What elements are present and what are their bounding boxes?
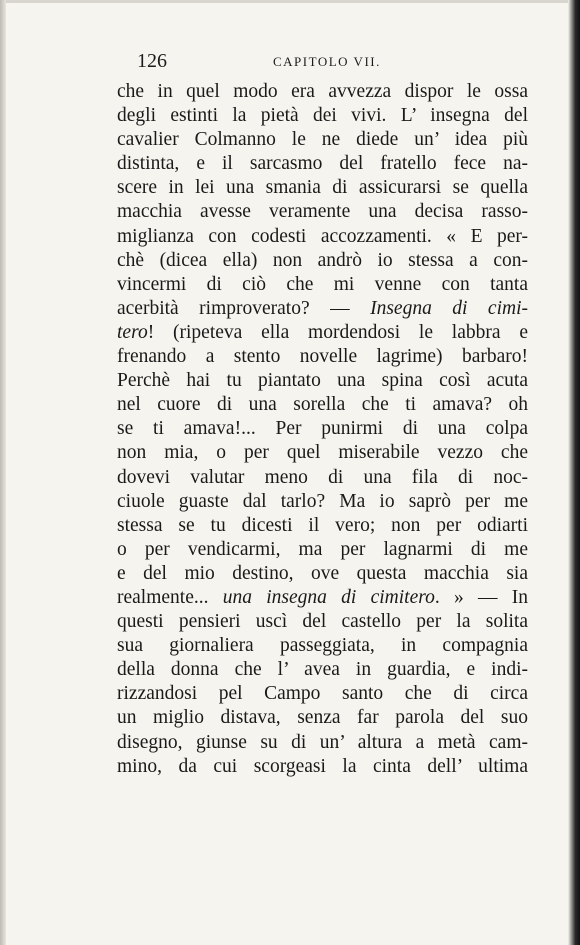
text-line [117,538,528,562]
text-line [117,466,528,490]
italic-text: Insegna di cimi- [370,297,528,319]
text-line [117,755,528,779]
text-segment: e del mio destino, ove questa macchia sia [117,562,528,584]
text-segment: se ti amava!... Per punirmi di una colpa [117,418,528,440]
text-segment: non mia, o per quel miserabile vezzo che [117,442,528,464]
page-number: 126 [137,50,167,72]
text-segment: rizzandosi pel Campo santo che di circa [117,683,528,705]
text-line [117,634,528,658]
text-line [117,610,528,634]
text-line [117,273,528,297]
text-line [117,200,528,224]
text-segment: realmente... [117,586,223,608]
text-line [117,225,528,249]
page-header [137,50,528,74]
text-segment: cavalier Colmanno le ne diede un’ idea più [117,129,528,151]
text-segment: dovevi valutar meno di una fila di noc- [117,466,528,488]
text-segment: stessa se tu dicesti il vero; non per odiarti [117,514,528,536]
text-line [117,176,528,200]
text-segment: della donna che l’ avea in guardia, e indi- [117,659,528,681]
text-segment: nel cuore di una sorella che ti amava? oh [117,394,528,416]
text-line [117,393,528,417]
text-segment: disegno, giunse su di un’ altura a metà cam- [117,731,528,753]
text-line [117,321,528,345]
text-segment: un miglio distava, senza far parola del suo [117,707,528,729]
text-segment: sua giornaliera passeggiata, in compagnia [117,635,528,657]
italic-text: tero [117,321,148,343]
running-head: CAPITOLO VII. [273,54,381,69]
text-line [117,490,528,514]
text-line [117,586,528,610]
text-line [117,80,528,104]
text-segment: Perchè hai tu piantato una spina così acuta [117,370,528,392]
text-line [117,345,528,369]
text-line [117,297,528,321]
page-right-edge [568,0,580,945]
text-segment: acerbità rimproverato? — [117,297,371,319]
text-segment: miglianza con codesti accozzamenti. « E per- [117,225,528,247]
text-line [117,249,528,273]
text-segment: che in quel modo era avvezza dispor le ossa [117,81,528,102]
text-line [117,441,528,465]
text-line [117,682,528,706]
text-line [117,658,528,682]
page-top-edge [0,0,580,3]
text-line [117,128,528,152]
body-text [117,80,528,779]
text-segment: questi pensieri uscì del castello per la solita [117,611,528,633]
text-segment: macchia avesse veramente una decisa rasso- [117,201,528,223]
text-segment: degli estinti la pietà dei vivi. L’ insegna del [117,105,528,127]
text-segment: ! (ripeteva ella mordendosi le labbra e [147,321,528,343]
text-segment: distinta, e il sarcasmo del fratello fece na- [117,153,528,175]
text-segment: . » — In [434,586,528,608]
text-segment: scere in lei una smania di assicurarsi se quella [117,177,528,199]
text-line [117,417,528,441]
text-segment: frenando a stento novelle lagrime) barbaro! [117,346,528,368]
page-left-edge [0,0,6,945]
italic-text: una insegna di cimitero [222,586,435,608]
text-segment: vincermi di ciò che mi venne con tanta [117,273,528,295]
text-line [117,152,528,176]
text-line [117,731,528,755]
text-line [117,706,528,730]
text-line [117,369,528,393]
text-segment: ciuole guaste dal tarlo? Ma io saprò per me [117,490,528,512]
text-segment: o per vendicarmi, ma per lagnarmi di me [117,538,528,560]
text-line [117,514,528,538]
text-segment: mino, da cui scorgeasi la cinta dell’ ultima [117,755,528,777]
text-segment: chè (dicea ella) non andrò io stessa a con- [117,249,528,271]
text-line [117,104,528,128]
text-line [117,562,528,586]
